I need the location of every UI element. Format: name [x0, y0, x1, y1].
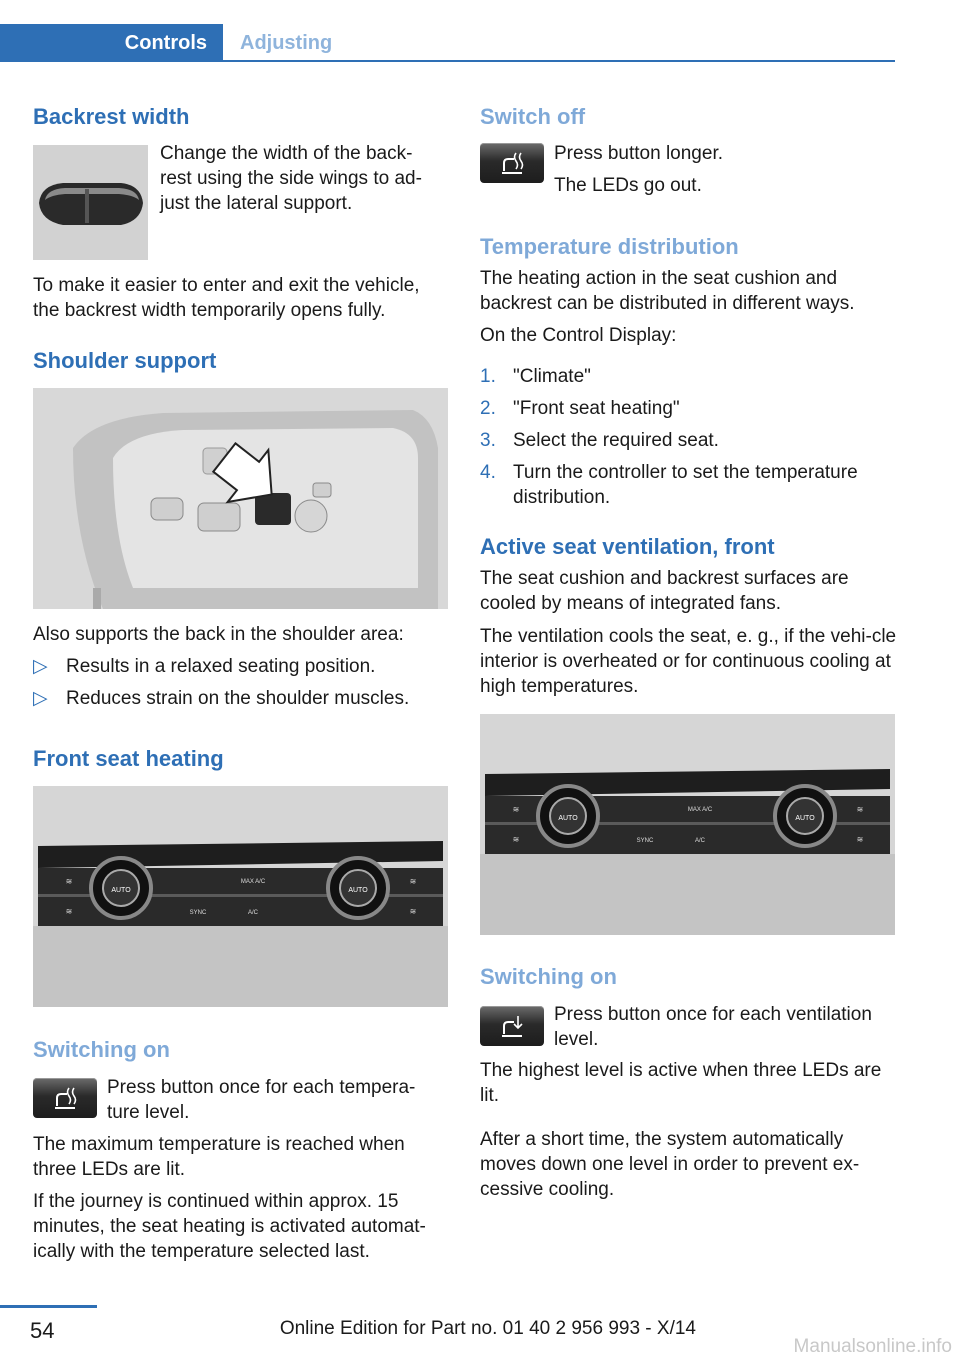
backrest-body-text: To make it easier to enter and exit the vehicle, the backrest width temporarily opens fully. — [33, 275, 420, 321]
seat-ventilation-button-icon — [480, 1006, 544, 1046]
seat-heating-button-icon — [33, 1078, 97, 1118]
climate-panel-image-right — [480, 714, 895, 935]
list-item — [33, 654, 448, 679]
svg-text:≋: ≋ — [512, 805, 520, 814]
heating-switching-on-text: Press button once for each tempera-ture level. — [107, 1077, 416, 1123]
step-text: "Front seat heating" — [513, 398, 680, 419]
shoulder-support-image — [33, 388, 448, 609]
page-number: 54 — [30, 1318, 55, 1343]
climate-panel-image-left — [33, 786, 448, 1007]
list-item — [480, 364, 895, 389]
svg-text:≋: ≋ — [856, 805, 864, 814]
temp-dist-lead: On the Control Display: — [480, 325, 677, 346]
tab-adjusting[interactable]: Adjusting — [240, 31, 333, 54]
bullet-marker: ▷ — [33, 688, 48, 709]
svg-text:≋: ≋ — [65, 877, 73, 886]
svg-text:≋: ≋ — [65, 907, 73, 916]
sync-label: SYNC — [636, 838, 654, 844]
backrest-intro-text: Change the width of the back-rest using the side wings to ad-just the lateral support. — [160, 143, 422, 214]
list-item — [480, 396, 895, 421]
header-rule — [223, 60, 895, 62]
watermark: Manualsonline.info — [793, 1336, 952, 1357]
svg-text:≋: ≋ — [856, 835, 864, 844]
bullet-text: Results in a relaxed seating position. — [66, 656, 376, 677]
step-number: 2. — [480, 398, 496, 419]
footer-rule — [0, 1305, 97, 1308]
heading-active-seat-ventilation: Active seat ventilation, front — [480, 534, 775, 559]
step-number: 4. — [480, 462, 496, 483]
heating-text-1: The maximum temperature is reached when three LEDs are lit. — [33, 1134, 405, 1180]
auto-label-left: AUTO — [111, 887, 131, 894]
heading-switching-on-heating: Switching on — [33, 1037, 170, 1062]
backrest-width-switch-image — [33, 145, 148, 260]
shoulder-intro-text: Also supports the back in the shoulder area: — [33, 624, 404, 645]
ventilation-text-2: The ventilation cools the seat, e. g., if the vehi-cle interior is overheated or for continuous cooling at high temperatures. — [480, 626, 897, 697]
ac-label: A/C — [247, 910, 259, 916]
auto-label-right: AUTO — [795, 815, 815, 822]
tab-controls[interactable]: Controls — [0, 24, 223, 62]
heading-switching-on-ventilation: Switching on — [480, 964, 617, 989]
step-text: "Climate" — [513, 366, 591, 387]
svg-text:≋: ≋ — [409, 907, 417, 916]
heading-switch-off: Switch off — [480, 104, 586, 129]
auto-label-left: AUTO — [558, 815, 578, 822]
ventilation-switching-on-text: Press button once for each ventilation level. — [554, 1004, 872, 1050]
max-ac-label: MAX A/C — [687, 807, 713, 813]
list-item — [480, 428, 895, 453]
temp-dist-text: The heating action in the seat cushion and backrest can be distributed in different ways. — [480, 268, 855, 314]
seat-heating-button-icon — [480, 143, 544, 183]
sync-label: SYNC — [189, 910, 207, 916]
heading-temperature-distribution: Temperature distribution — [480, 234, 739, 259]
ventilation-text-4: After a short time, the system automatically moves down one level in order to prevent ex-cessive cooling. — [480, 1129, 860, 1200]
list-item — [33, 686, 448, 711]
edition-note: Online Edition for Part no. 01 40 2 956 993 - X/14 — [279, 1318, 696, 1339]
svg-text:≋: ≋ — [409, 877, 417, 886]
svg-text:≋: ≋ — [512, 835, 520, 844]
auto-label-right: AUTO — [348, 887, 368, 894]
step-number: 3. — [480, 430, 496, 451]
list-item — [480, 460, 895, 510]
switch-off-line-2: The LEDs go out. — [554, 175, 702, 196]
step-text: Select the required seat. — [513, 430, 719, 451]
bullet-text: Reduces strain on the shoulder muscles. — [66, 688, 410, 709]
bullet-marker: ▷ — [33, 656, 48, 677]
step-number: 1. — [480, 366, 496, 387]
chapter-tab-bar — [0, 24, 895, 62]
heading-shoulder-support: Shoulder support — [33, 348, 217, 373]
max-ac-label: MAX A/C — [240, 879, 266, 885]
switch-off-line-1: Press button longer. — [554, 143, 723, 164]
heating-text-2: If the journey is continued within approx. 15 minutes, the seat heating is activated automat-ically with the temperature selected last. — [33, 1191, 426, 1262]
step-text: Turn the controller to set the temperature distribution. — [513, 462, 858, 508]
ac-label: A/C — [694, 838, 706, 844]
heading-front-seat-heating: Front seat heating — [33, 746, 224, 771]
ventilation-text-1: The seat cushion and backrest surfaces are cooled by means of integrated fans. — [480, 568, 849, 614]
heading-backrest-width: Backrest width — [33, 104, 190, 129]
ventilation-text-3: The highest level is active when three LEDs are lit. — [480, 1060, 882, 1106]
